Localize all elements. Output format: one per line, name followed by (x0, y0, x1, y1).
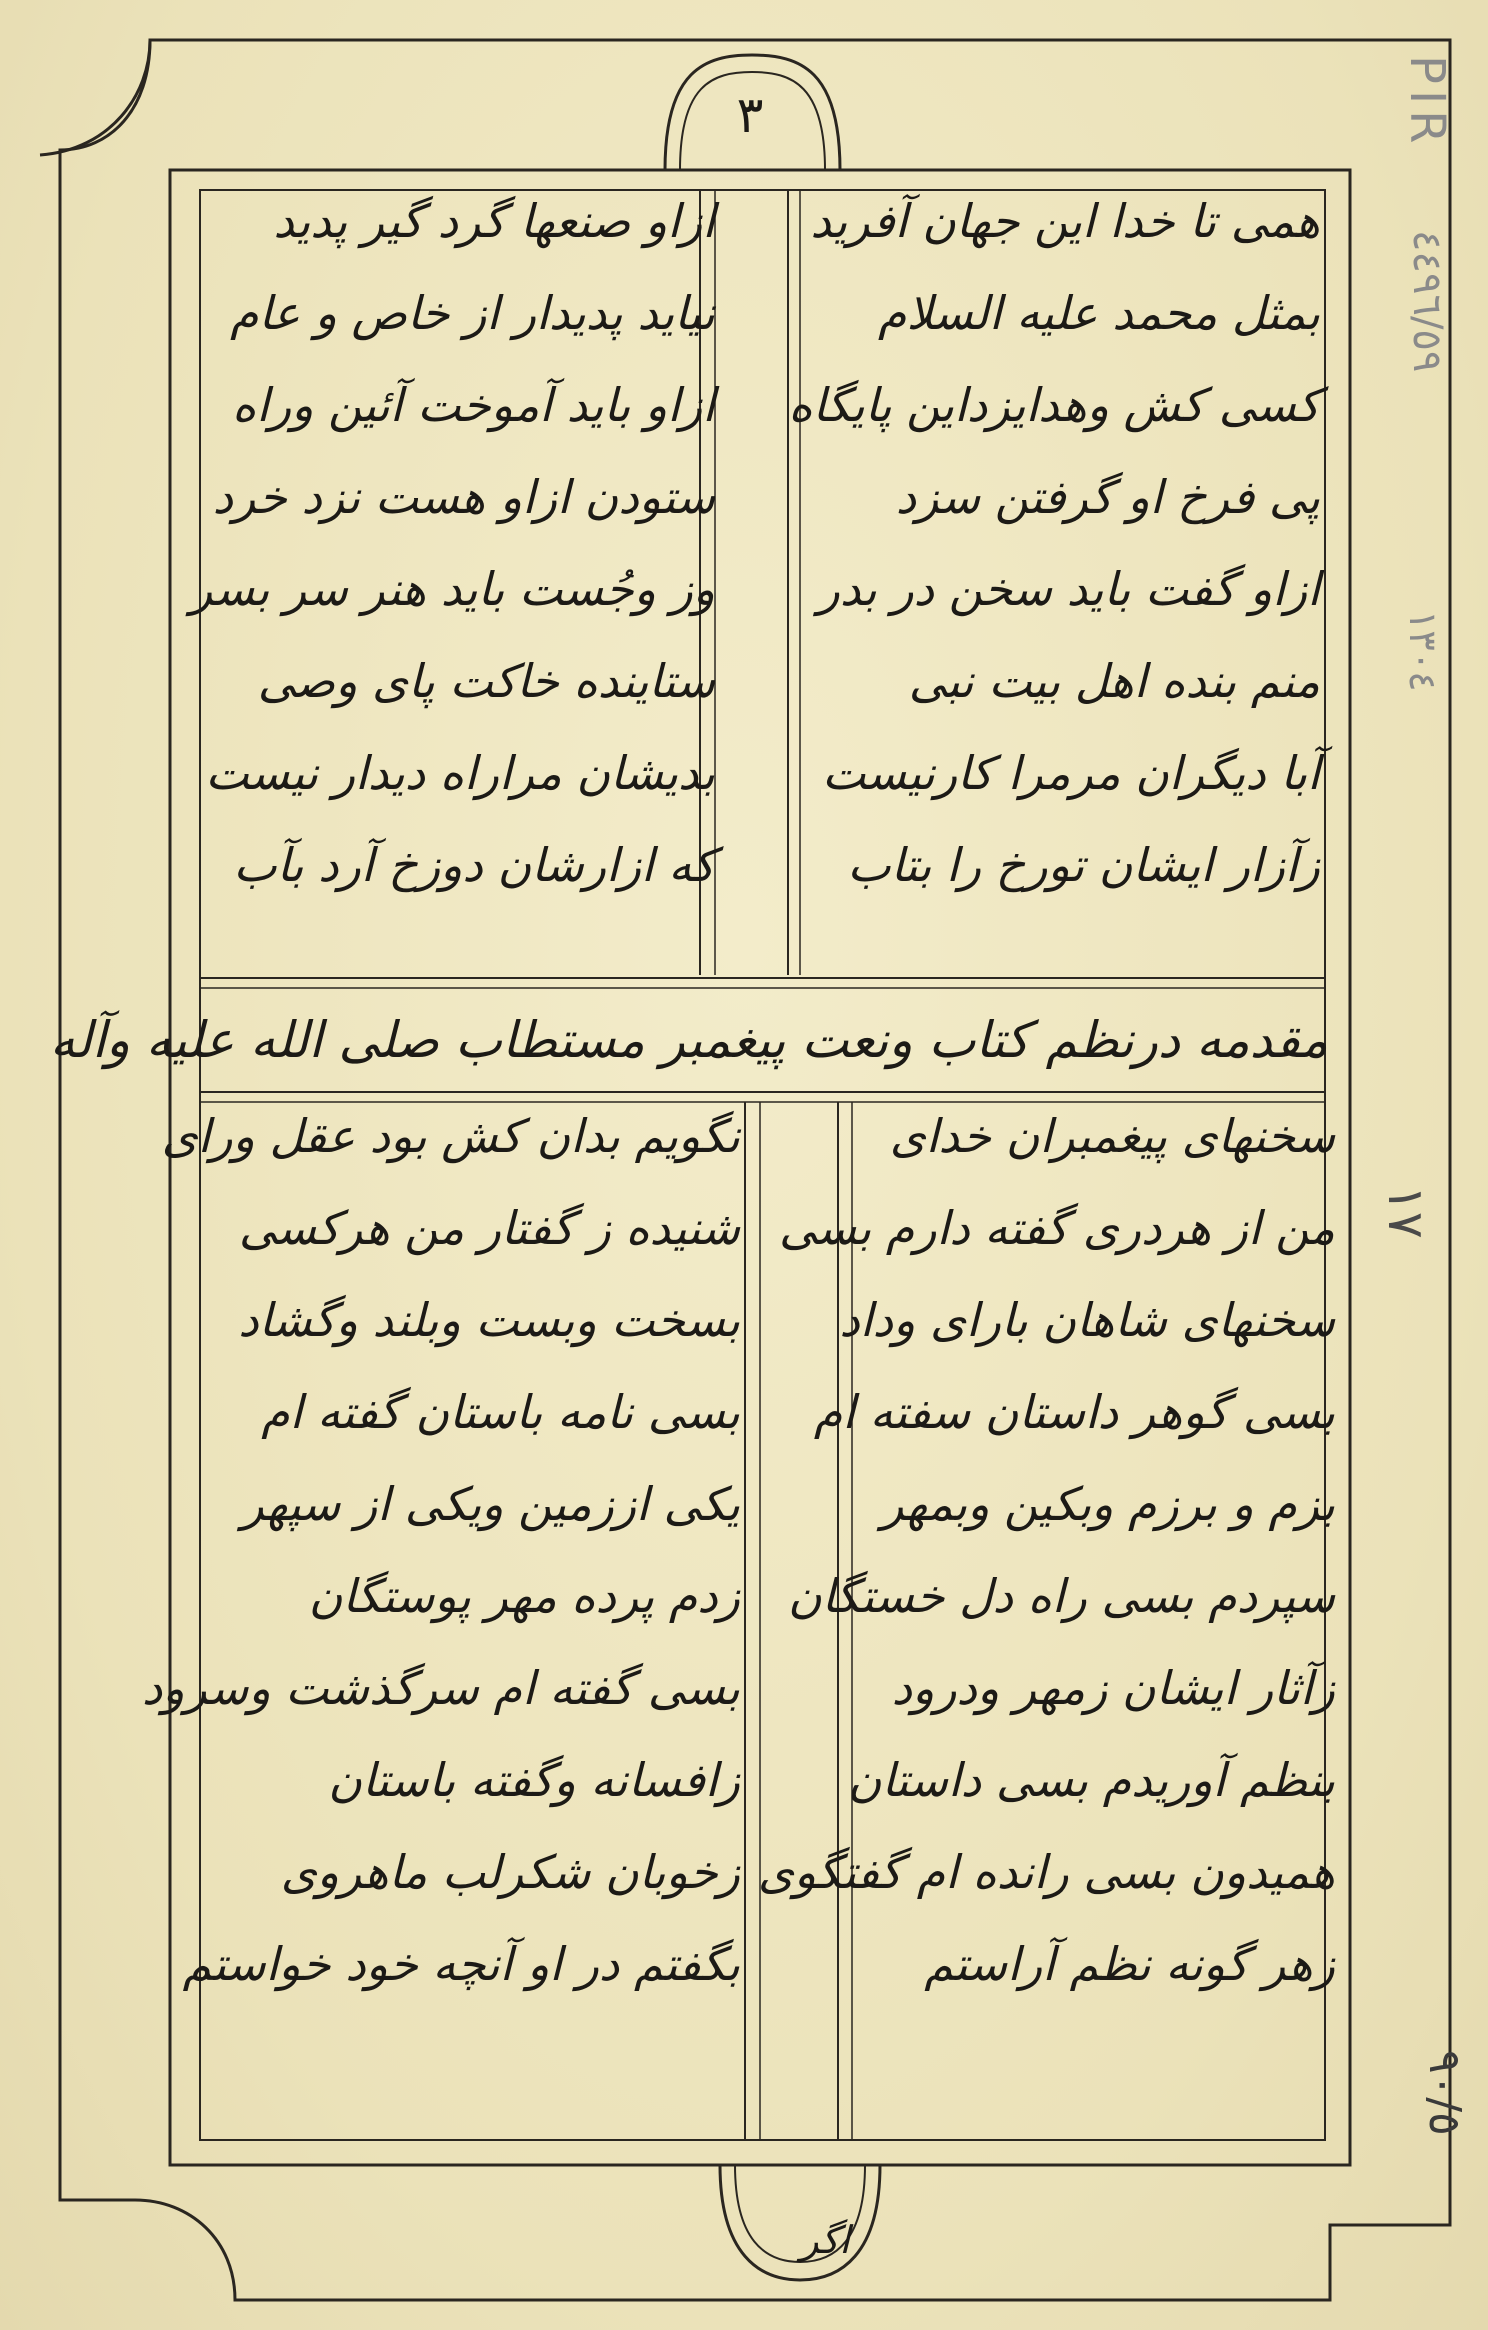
verse-line: ستاینده خاکت پای وصی (257, 654, 715, 708)
verse-line: زخوبان شکرلب ماهروی (280, 1845, 740, 1899)
verse-column-top-right (788, 175, 1320, 911)
verse-line: منم بنده اهل بیت نبی (908, 654, 1320, 708)
verse-column-bottom-left (141, 1090, 740, 2010)
shelfmark-note: PIR (1399, 55, 1455, 150)
verse-line: سخنهای شاهان باراى وداد (839, 1293, 1335, 1347)
verse-line: که ازارشان دوزخ آرد بآب (233, 838, 715, 892)
catalog-number-note: ٤٤٩٦/٥٩ (1404, 230, 1450, 373)
verse-column-bottom-right (757, 1090, 1335, 2010)
verse-line: ازاو باید آموخت آئین وراه (232, 378, 715, 432)
verse-line: زآثار ایشان زمهر ودرود (891, 1661, 1335, 1715)
verse-line: شنیده ز گفتار من هرکسی (238, 1201, 740, 1255)
verse-line: نیاید پدیدار از خاص و عام (230, 286, 715, 340)
page-number: ٣ (736, 86, 764, 144)
verse-line: وز وجُست باید هنر سر بسر (190, 562, 715, 616)
verse-line: زآزار ایشان تورخ را بتاب (847, 838, 1320, 892)
bottom-margin-note: ٩٠/٥ (1419, 2050, 1470, 2136)
section-heading: مقدمه درنظم کتاب ونعت پیغمبر مستطاب صلی الله علیه وآله (49, 1011, 1328, 1069)
verse-line: ازاو گفت باید سخن در بدر (817, 562, 1320, 616)
verse-line: ازاو صنعها گرد گیر پدید (273, 194, 715, 248)
verse-line: زافسانه وگفته باستان (328, 1753, 740, 1807)
verse-line: بزم و برزم وبکین وبمهر (881, 1477, 1335, 1531)
verse-line: سپردم بسی راه دل خستگان (788, 1569, 1335, 1623)
folio-number-note: ١٧ (1377, 1185, 1435, 1239)
catchword: اگر (800, 2218, 850, 2262)
verse-line: سخنهای پیغمبران خدای (889, 1109, 1335, 1163)
verse-column-top-left (190, 175, 715, 911)
verse-line: ستودن ازاو هست نزد خرد (212, 470, 715, 524)
verse-line: آبا دیگران مرمرا کارنیست (822, 746, 1320, 800)
verse-line: بسی نامه باستان گفته ام (261, 1385, 740, 1439)
verse-line: همیدون بسی رانده ام گفتگوی (757, 1845, 1335, 1899)
verse-line: کسی کش وهدایزداین پایگاه (788, 378, 1320, 432)
verse-line: بسی گفته ام سرگذشت وسرود (141, 1661, 740, 1715)
verse-line: بسخت وبست وبلند وگشاد (238, 1293, 740, 1347)
verse-line: بگفتم در او آنچه خود خواستم (182, 1937, 740, 1991)
verse-line: همی تا خدا این جهان آفرید (810, 194, 1320, 248)
verse-line: بمثل محمد علیه السلام (877, 286, 1320, 340)
verse-line: زهر گونه نظم آراستم (924, 1937, 1335, 1991)
verse-line: بنظم آوریدم بسی داستان (847, 1753, 1335, 1807)
verse-line: نگویم بدان کش بود عقل ورای (161, 1109, 740, 1163)
verse-line: بدیشان مراراه دیدار نیست (205, 746, 715, 800)
outer-border-line (40, 40, 150, 155)
verse-line: زدم پرده مهر پوستگان (308, 1569, 740, 1623)
verse-line: پی فرخ او گرفتن سزد (895, 470, 1320, 524)
verse-line: من از هردری گفته دارم بسی (779, 1201, 1335, 1255)
verse-line: یکی اززمین ویکی از سپهر (241, 1477, 740, 1531)
year-note: ١٣٠٤ (1401, 610, 1445, 692)
verse-line: بسی گوهر داستان سفته ام (813, 1385, 1335, 1439)
